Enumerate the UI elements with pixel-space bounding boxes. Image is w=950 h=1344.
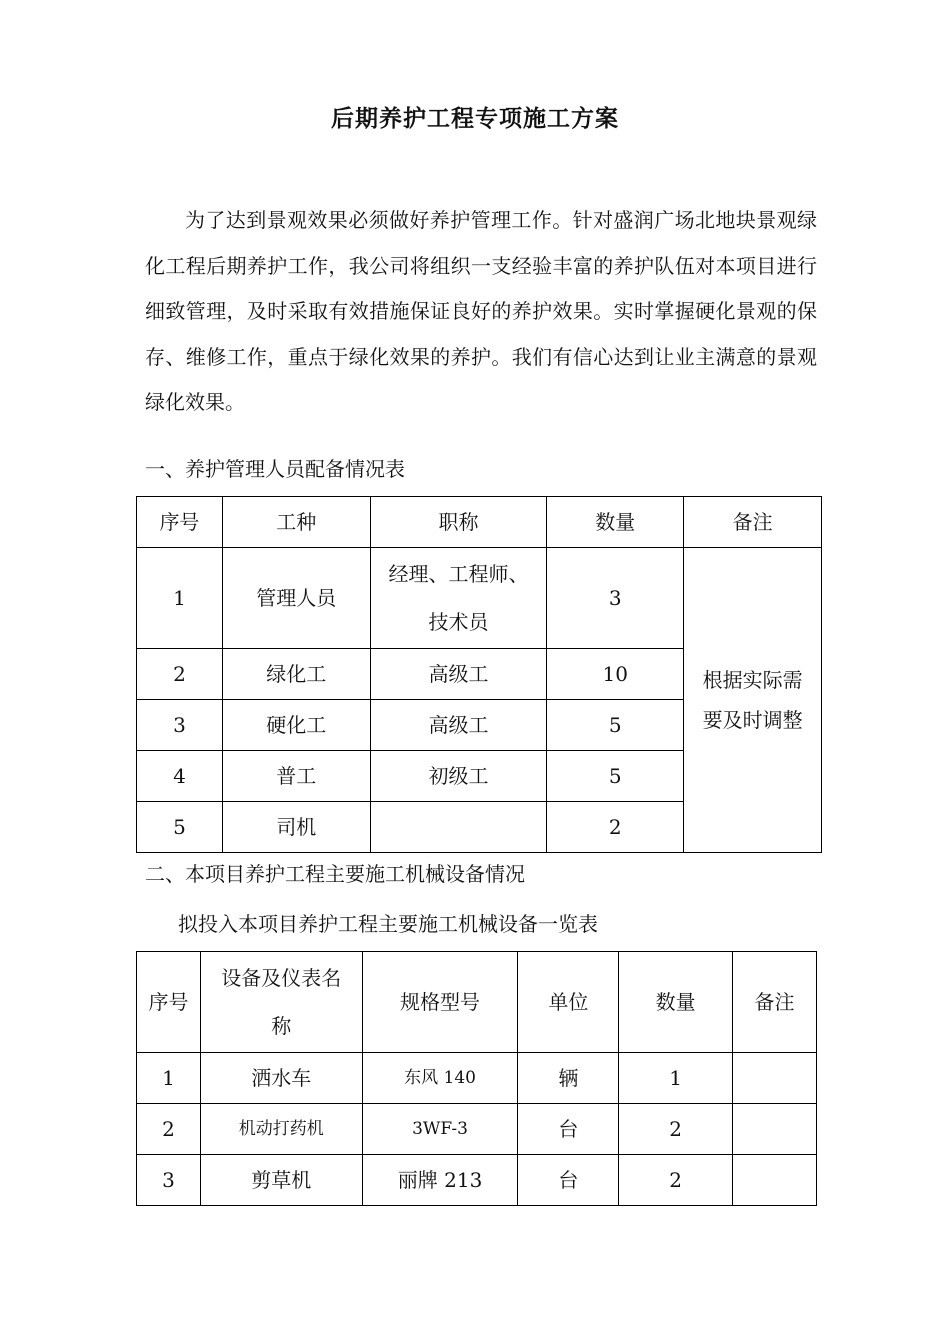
row-number: 4	[137, 751, 223, 802]
job-title: 高级工	[370, 649, 547, 700]
equipment-unit: 台	[518, 1155, 619, 1206]
staff-table-header	[137, 497, 822, 548]
header-cell: 工种	[222, 497, 370, 548]
quantity: 2	[619, 1104, 733, 1155]
table-row	[137, 1104, 817, 1155]
table-row	[137, 548, 822, 649]
header-cell: 职称	[370, 497, 547, 548]
equipment-model: 3WF-3	[362, 1104, 518, 1155]
job-title	[370, 802, 547, 853]
equipment-model: 丽牌 213	[362, 1155, 518, 1206]
job-type: 普工	[222, 751, 370, 802]
job-title: 高级工	[370, 700, 547, 751]
job-title: 经理、工程师、技术员	[370, 548, 547, 649]
header-cell: 数量	[619, 952, 733, 1053]
header-cell: 规格型号	[362, 952, 518, 1053]
staff-table	[136, 496, 822, 853]
equipment-model: 东风 140	[362, 1053, 518, 1104]
quantity: 5	[547, 700, 684, 751]
row-number: 2	[137, 1104, 201, 1155]
equipment-unit: 辆	[518, 1053, 619, 1104]
equipment-unit: 台	[518, 1104, 619, 1155]
section2-subheading: 拟投入本项目养护工程主要施工机械设备一览表	[178, 912, 598, 936]
job-type: 绿化工	[222, 649, 370, 700]
equipment-name: 洒水车	[200, 1053, 362, 1104]
header-cell: 序号	[137, 497, 223, 548]
header-cell: 设备及仪表名称	[200, 952, 362, 1053]
quantity: 2	[619, 1155, 733, 1206]
table-row	[137, 1155, 817, 1206]
quantity: 2	[547, 802, 684, 853]
row-number: 5	[137, 802, 223, 853]
header-cell: 数量	[547, 497, 684, 548]
equipment-name: 剪草机	[200, 1155, 362, 1206]
job-type: 司机	[222, 802, 370, 853]
remarks	[733, 1155, 817, 1206]
equipment-table-header	[137, 952, 817, 1053]
quantity: 3	[547, 548, 684, 649]
quantity: 1	[619, 1053, 733, 1104]
job-title: 初级工	[370, 751, 547, 802]
intro-paragraph: 为了达到景观效果必须做好养护管理工作。针对盛润广场北地块景观绿化工程后期养护工作，我公司将组织一支经验丰富的养护队伍对本项目进行细致管理，及时采取有效措施保证良好的养护效果。实时掌握硬化景观的保存、维修工作，重点于绿化效果的养护。我们有信心达到让业主满意的景观绿化效果。	[145, 208, 817, 414]
table-row	[137, 1053, 817, 1104]
row-number: 1	[137, 548, 223, 649]
quantity: 5	[547, 751, 684, 802]
header-cell: 序号	[137, 952, 201, 1053]
section1-heading: 一、养护管理人员配备情况表	[145, 457, 405, 481]
row-number: 3	[137, 700, 223, 751]
section2-heading: 二、本项目养护工程主要施工机械设备情况	[145, 862, 525, 886]
equipment-name: 机动打药机	[200, 1104, 362, 1155]
remarks: 根据实际需要及时调整	[684, 548, 822, 853]
quantity: 10	[547, 649, 684, 700]
job-type: 管理人员	[222, 548, 370, 649]
job-type: 硬化工	[222, 700, 370, 751]
row-number: 3	[137, 1155, 201, 1206]
row-number: 2	[137, 649, 223, 700]
header-cell: 备注	[733, 952, 817, 1053]
row-number: 1	[137, 1053, 201, 1104]
header-cell: 单位	[518, 952, 619, 1053]
header-cell: 备注	[684, 497, 822, 548]
document-title: 后期养护工程专项施工方案	[331, 105, 619, 132]
remarks	[733, 1104, 817, 1155]
equipment-table	[136, 951, 817, 1206]
remarks	[733, 1053, 817, 1104]
